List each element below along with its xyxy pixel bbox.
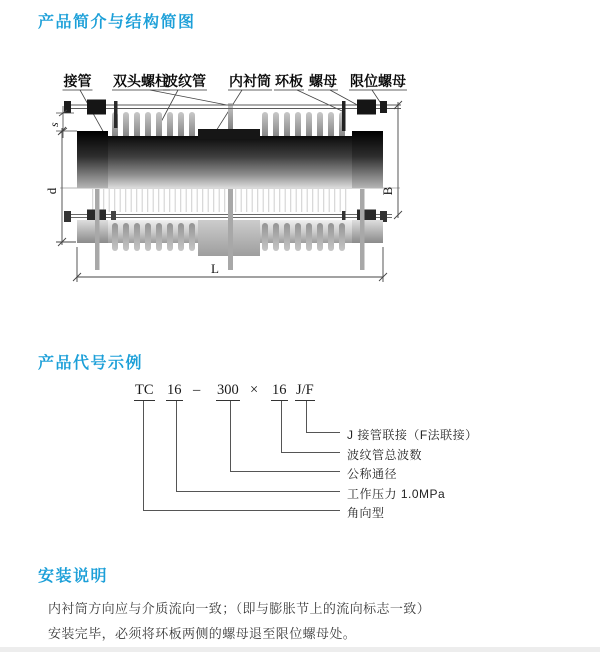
body-top: [77, 129, 383, 188]
label-inner-liner: 内衬筒: [229, 73, 271, 89]
code-token-diameter: 300: [216, 382, 240, 401]
nut-cluster-right: [357, 100, 376, 115]
label-limit-nut: 限位螺母: [350, 73, 406, 89]
section-install-title: 安装说明: [38, 568, 109, 585]
connector-type: [143, 401, 340, 511]
label-nut: 螺母: [309, 73, 337, 89]
dim-s-letter: s: [47, 122, 61, 127]
code-token-pressure: 16: [166, 382, 183, 401]
legend-diameter: 公称通径: [347, 467, 398, 481]
label-bellows: 波纹管: [164, 73, 206, 89]
nut-cluster-left: [87, 100, 106, 115]
limit-nut-right: [380, 101, 387, 113]
center-stud: [228, 103, 233, 131]
section-intro-title: 产品简介与结构简图: [38, 14, 196, 31]
ghost-lines: [88, 189, 348, 212]
dim-s: [56, 106, 77, 138]
structure-diagram: [30, 65, 450, 305]
page-bottom-edge: [0, 647, 600, 652]
label-stud: 双头螺柱: [113, 73, 169, 89]
dim-b: [394, 101, 402, 219]
section-code-title: 产品代号示例: [38, 355, 144, 372]
liner-cap: [198, 129, 260, 139]
code-token-times: ×: [250, 382, 259, 398]
label-ring-plate: 环板: [275, 73, 303, 89]
ring-plate-left: [114, 101, 118, 128]
bellows-top-left: [112, 112, 195, 140]
bellows-top-right: [262, 112, 345, 140]
collar-left: [77, 131, 108, 188]
legend-pressure: 工作压力 1.0MPa: [347, 487, 446, 501]
code-token-connection: J/F: [295, 382, 315, 401]
dim-d: [56, 127, 76, 246]
code-token-waves: 16: [271, 382, 288, 401]
code-token-dash: –: [193, 382, 201, 398]
collar-right: [352, 131, 383, 188]
legend-waves: 波纹管总波数: [347, 448, 423, 462]
install-note-2: 安装完毕，必须将环板两侧的螺母退至限位螺母处。: [48, 626, 357, 641]
legend-type: 角向型: [347, 506, 385, 520]
ring-plate-right: [342, 101, 346, 131]
legend-connection: J 接管联接（F法联接）: [347, 428, 478, 442]
install-note-1: 内衬筒方向应与介质流向一致；（即与膨胀节上的流向标志一致）: [48, 601, 431, 616]
part-labels: [63, 73, 407, 89]
dim-l-letter: L: [211, 261, 219, 276]
code-token-type: TC: [134, 382, 155, 401]
dim-b-letter: B: [380, 186, 395, 196]
dim-d-letter: d: [44, 187, 59, 195]
label-pipe-end: 接管: [63, 73, 92, 89]
